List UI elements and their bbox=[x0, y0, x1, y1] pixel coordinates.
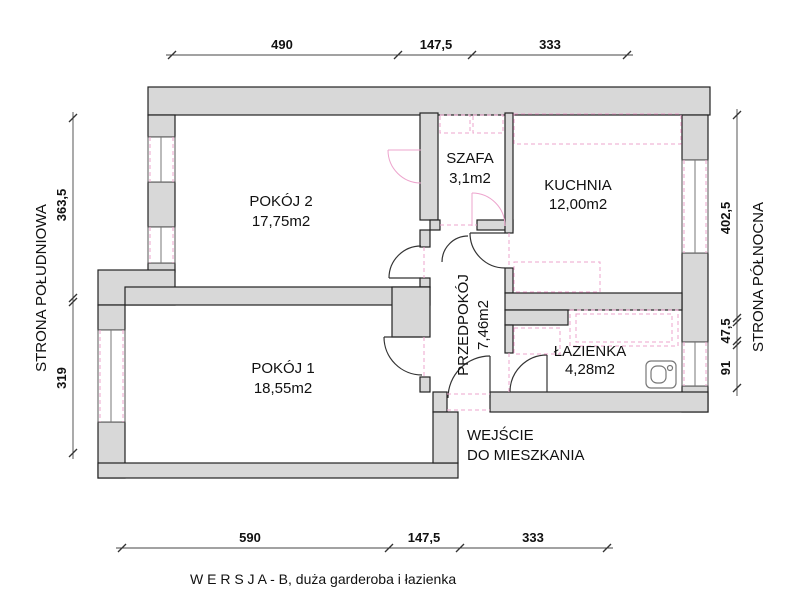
door-pokoj1 bbox=[384, 337, 424, 377]
bathtub bbox=[570, 310, 678, 346]
door-pokoj2 bbox=[389, 246, 424, 278]
room-pokoj1-area: 18,55m2 bbox=[253, 380, 313, 397]
version-caption: W E R S J A - B, duża garderoba i łazienka bbox=[190, 571, 457, 587]
dim-right-91: 91 bbox=[718, 360, 733, 376]
door-swing-hall bbox=[442, 236, 468, 262]
entrance-line2: DO MIESZKANIA bbox=[467, 447, 585, 464]
window-pokoj1 bbox=[98, 330, 125, 422]
wardrobe-left bbox=[440, 115, 470, 133]
kitchen-counter-top bbox=[514, 114, 681, 144]
room-pokoj2-name: POKÓJ 2 bbox=[249, 193, 313, 210]
kitchen-counter-bottom bbox=[514, 262, 600, 292]
label-south: STRONA POŁUDNIOWA bbox=[33, 204, 50, 372]
room-kuchnia-name: KUCHNIA bbox=[544, 177, 612, 194]
room-lazienka-name: ŁAZIENKA bbox=[553, 343, 627, 360]
wardrobe-right bbox=[473, 115, 503, 133]
dim-top-490: 490 bbox=[271, 37, 293, 52]
room-pokoj1-name: POKÓJ 1 bbox=[251, 360, 315, 377]
dim-bottom-590: 590 bbox=[239, 530, 261, 545]
dim-right-47: 47,5 bbox=[718, 318, 733, 344]
dim-left-363: 363,5 bbox=[54, 188, 69, 222]
room-szafa-name: SZAFA bbox=[446, 150, 494, 167]
dim-top-147: 147,5 bbox=[419, 37, 453, 52]
dim-right-402: 402,5 bbox=[718, 201, 733, 235]
room-pokoj2-area: 17,75m2 bbox=[251, 213, 311, 230]
windows bbox=[98, 137, 708, 422]
dim-bottom-333: 333 bbox=[522, 530, 544, 545]
room-przedpokoj-area: 7,46m2 bbox=[475, 299, 492, 351]
bathtub-inner bbox=[576, 314, 672, 342]
entrance-label bbox=[467, 426, 585, 464]
entrance-line1: WEJŚCIE bbox=[467, 427, 534, 444]
door-kuchnia bbox=[470, 233, 509, 268]
window-pokoj2-upper bbox=[148, 137, 175, 182]
window-kuchnia bbox=[682, 160, 708, 253]
window-lazienka bbox=[682, 342, 708, 386]
dim-left-319: 319 bbox=[54, 367, 69, 389]
toilet-icon bbox=[646, 361, 676, 388]
label-north: STRONA PÓŁNOCNA bbox=[750, 201, 767, 353]
window-pokoj2-lower bbox=[148, 227, 175, 263]
door-swing-alt-pokoj2 bbox=[388, 150, 421, 183]
dim-top-333: 333 bbox=[539, 37, 561, 52]
room-przedpokoj-name: PRZEDPOKÓJ bbox=[455, 274, 472, 376]
room-kuchnia-area: 12,00m2 bbox=[548, 196, 608, 213]
room-szafa-area: 3,1m2 bbox=[449, 170, 491, 187]
exterior-walls bbox=[98, 87, 710, 478]
door-lazienka bbox=[509, 353, 547, 392]
dim-bottom-147: 147,5 bbox=[407, 530, 441, 545]
room-lazienka-area: 4,28m2 bbox=[564, 361, 616, 378]
